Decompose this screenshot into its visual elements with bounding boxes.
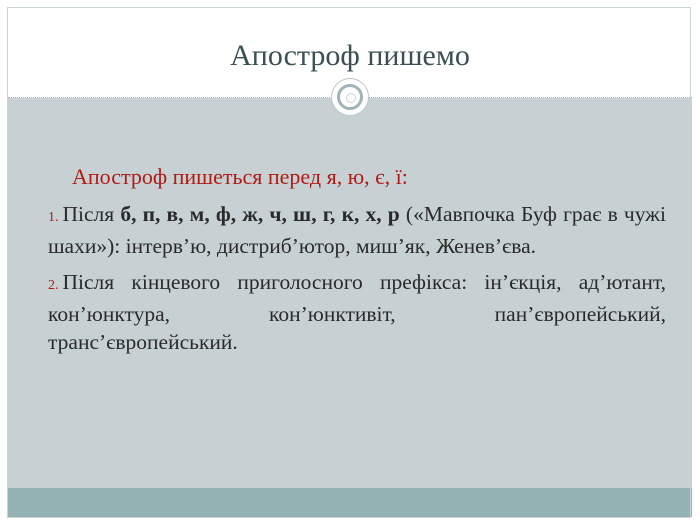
list-item-letters: б, п, в, м, ф, ж, ч, ш, г, к, х, р xyxy=(120,202,400,226)
list-item-number: 2. xyxy=(48,278,59,293)
rules-list xyxy=(48,200,666,364)
ornament-ring xyxy=(337,84,363,110)
slide-title: Апостроф пишемо xyxy=(230,39,470,72)
circle-ornament-icon xyxy=(331,78,369,116)
list-item-lead: Після кінцевого приголосного префікса: ін’єкція, ад’ютант, кон’юнктура, кон’юнктивіт, пан’європейський, транс’європейський. xyxy=(48,270,666,354)
list-item-number: 1. xyxy=(48,210,59,225)
list-item xyxy=(48,200,666,260)
list-item-lead: Після xyxy=(62,202,121,226)
intro-text: Апостроф пишеться перед я, ю, є, ї: xyxy=(72,164,408,189)
list-item-rest: («Мавпочка Буф грає в чужі шахи»): інтерв’ю, дистриб’ютор, миш’як, Женев’єва. xyxy=(48,202,667,258)
list-item xyxy=(48,268,666,356)
ornament-inner xyxy=(346,93,356,103)
